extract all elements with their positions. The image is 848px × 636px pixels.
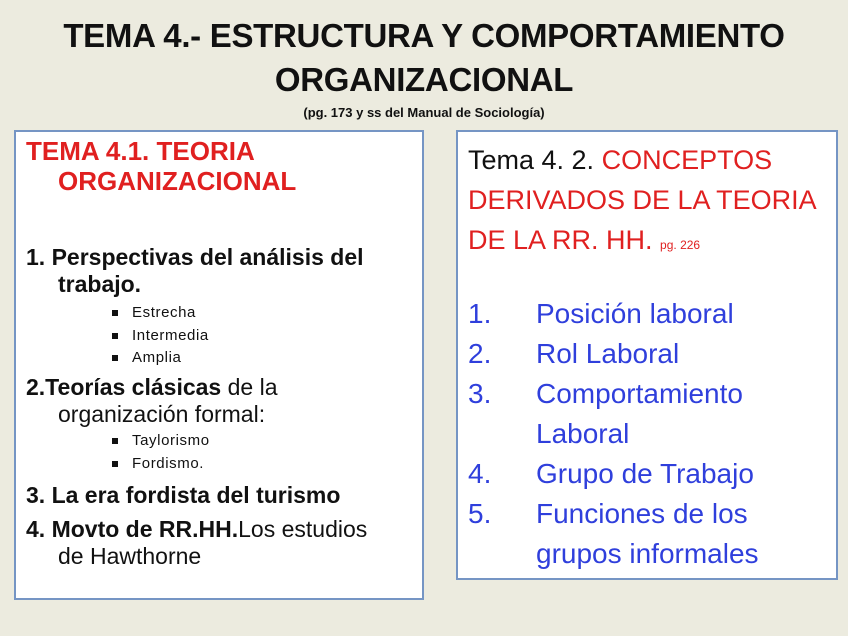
item-1-line-1: 1. Perspectivas del análisis del: [26, 244, 364, 270]
list-text: Funciones de los: [536, 498, 748, 529]
item-4-rest: Los estudios: [238, 516, 368, 542]
item-2-rest: de la: [221, 374, 278, 400]
item-4-line-2: de Hawthorne: [58, 543, 202, 569]
right-heading-red-2: DERIVADOS DE LA TEORIA: [468, 185, 817, 215]
list-text: Comportamiento: [536, 378, 743, 409]
item-4-bold: 4. Movto de RR.HH.: [26, 516, 239, 542]
slide-subtitle: (pg. 173 y ss del Manual de Sociología): [303, 105, 545, 120]
list-number: 4.: [468, 458, 492, 489]
title-line-1: TEMA 4.- ESTRUCTURA Y COMPORTAMIENTO: [63, 17, 785, 54]
list-text: Grupo de Trabajo: [536, 458, 754, 489]
right-heading-red-3: DE LA RR. HH.: [468, 225, 661, 255]
right-heading-page: pg. 226: [660, 238, 701, 252]
item-1: [26, 244, 416, 298]
item-1-bullets: [112, 302, 209, 370]
left-heading-line-2: ORGANIZACIONAL: [58, 166, 297, 196]
bullet-item: Fordismo.: [112, 453, 210, 476]
bullet-item: Intermedia: [112, 325, 209, 348]
list-item: [468, 454, 830, 494]
item-2-bold: 2.Teorías clásicas: [26, 374, 222, 400]
list-number: 2.: [468, 338, 492, 369]
left-heading-line-1: TEMA 4.1. TEORIA: [26, 136, 255, 166]
bullet-item: Estrecha: [112, 302, 209, 325]
bullet-item: Taylorismo: [112, 430, 210, 453]
right-content-box: [456, 130, 838, 580]
item-3: [26, 482, 416, 509]
item-2-line-2: organización formal:: [58, 401, 266, 427]
title-line-2: ORGANIZACIONAL: [274, 61, 574, 98]
left-heading: [26, 136, 416, 196]
item-2: [26, 374, 416, 428]
bullet-item: Amplia: [112, 347, 209, 370]
list-text: Rol Laboral: [536, 338, 680, 369]
list-item: [468, 334, 830, 374]
concepts-list: [468, 294, 830, 574]
list-item: [468, 374, 830, 454]
item-1-line-2: trabajo.: [58, 271, 142, 297]
list-text-cont: Laboral: [536, 418, 630, 449]
list-item: [468, 494, 830, 574]
list-text: Posición laboral: [536, 298, 734, 329]
item-4: [26, 516, 416, 570]
item-3-text: 3. La era fordista del turismo: [26, 482, 341, 508]
list-number: 5.: [468, 498, 492, 529]
right-heading-red-1: CONCEPTOS: [601, 145, 773, 175]
item-2-bullets: [112, 430, 210, 475]
list-number: 1.: [468, 298, 492, 329]
slide-title: [0, 14, 848, 102]
left-content-box: [14, 130, 424, 600]
right-heading-prefix: Tema 4. 2.: [468, 145, 602, 175]
list-text-cont: grupos informales: [536, 538, 759, 569]
list-item: [468, 294, 830, 334]
list-number: 3.: [468, 378, 492, 409]
right-heading: [468, 140, 828, 265]
